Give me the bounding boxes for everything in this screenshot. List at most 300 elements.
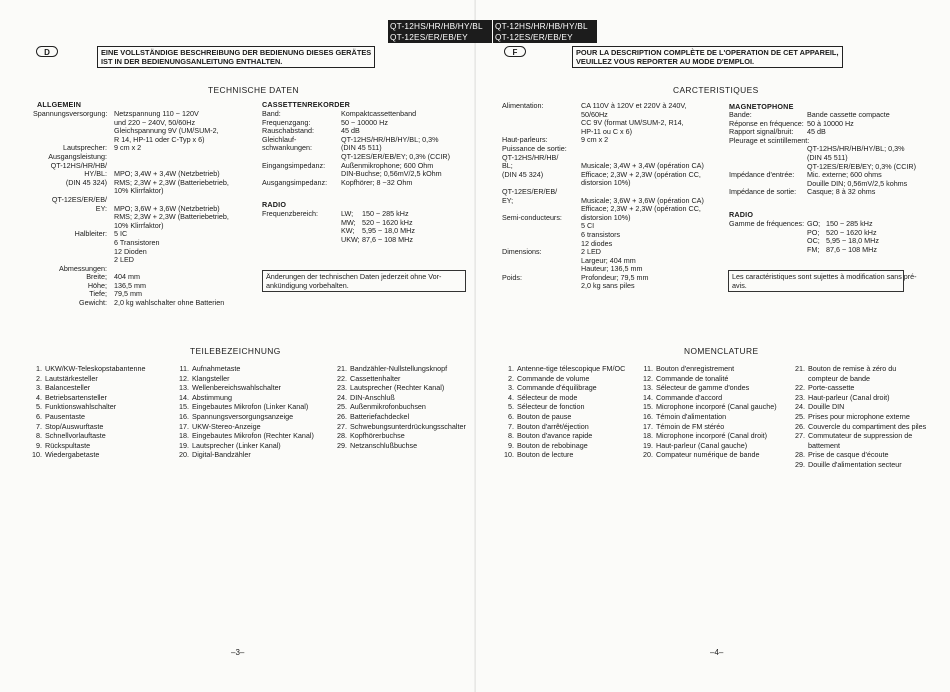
spec-label: Impédance de sortie: — [729, 187, 797, 197]
spec-value: QT-12ES/ER/EB/EY; 0,3% (CCIR) — [807, 161, 916, 171]
spec-label: Semi-conducteurs: — [502, 212, 562, 222]
de-radio-values — [362, 210, 415, 244]
part-list-item — [640, 431, 777, 441]
model-header-left-line-1: QT-12HS/HR/HB/HY/BL — [390, 21, 483, 31]
fr-radio-label: Gamme de fréquences: — [729, 219, 805, 228]
part-list-item — [792, 402, 926, 412]
part-name: Bouton de lecture — [517, 450, 574, 460]
part-name: Microphone incorporé (Canal droit) — [656, 431, 768, 441]
part-list-item — [792, 460, 926, 470]
part-list-item — [501, 393, 625, 403]
part-number: 9. — [36, 440, 42, 450]
part-name: Stop/Auswurftaste — [45, 421, 104, 431]
part-name: Rückspultaste — [45, 440, 91, 450]
spec-value — [114, 153, 229, 162]
part-name: Antenne-tige télescopique FM/OC — [517, 364, 626, 373]
part-number: 15. — [643, 402, 653, 412]
part-list-item — [501, 441, 625, 451]
part-name: Bouton d'arrêt/éjection — [517, 421, 589, 431]
radio-band: PO; — [807, 227, 820, 237]
part-list-item — [501, 383, 625, 393]
part-number: 1. — [36, 364, 42, 373]
radio-band: MW; — [341, 217, 356, 227]
spec-value: 45 dB — [807, 127, 826, 137]
part-list-item — [176, 383, 314, 393]
spec-value: (DIN 45 511) — [341, 143, 382, 153]
spec-value: Bande cassette compacte — [807, 110, 890, 119]
part-name: Eingebautes Mikrofon (Linker Kanal) — [192, 402, 309, 412]
de-parts-title: TEILEBEZEICHNUNG — [190, 346, 281, 356]
spec-value: R 14, HP-11 oder C-Typ x 6) — [114, 134, 205, 144]
language-badge-de: D — [36, 46, 58, 57]
spec-label: Halbleiter: — [74, 229, 107, 239]
part-number: 2. — [508, 373, 514, 383]
spec-label: Gewicht: — [79, 298, 107, 308]
spec-value: Hauteur; 136,5 mm — [581, 264, 643, 274]
de-parts-col-3 — [334, 364, 466, 450]
part-number: 8. — [508, 431, 514, 441]
part-list-item — [334, 393, 466, 403]
spec-label — [502, 257, 567, 266]
spec-value: 2,0 kg sans piles — [581, 281, 635, 291]
spec-label — [33, 119, 107, 128]
part-number: 1. — [508, 364, 514, 373]
radio-range: 520 ~ 1620 kHz — [826, 227, 877, 237]
fr-change-note — [728, 270, 917, 292]
spec-value: 50/60Hz — [581, 109, 608, 119]
part-name: Wiedergabetaste — [45, 450, 100, 460]
part-number: 5. — [36, 402, 42, 412]
spec-value: HP-11 ou C x 6) — [581, 126, 632, 136]
spec-value: 79,5 mm — [114, 289, 142, 299]
model-header-right-line-2: QT-12ES/ER/EB/EY — [495, 31, 573, 42]
part-number: 19. — [179, 440, 189, 450]
part-list-item — [176, 441, 314, 451]
model-header-left-line-2: QT-12ES/ER/EB/EY — [390, 31, 468, 42]
spec-label: Rauschabstand: — [262, 126, 314, 136]
part-number: 2. — [36, 373, 42, 383]
spec-value: Efficace; 2,3W + 2,3W (opération CC, — [581, 204, 701, 214]
part-list-item — [334, 383, 466, 393]
spec-value: Douille DIN; 0,56mV/2,5 kohms — [807, 178, 908, 188]
spec-value: 2,0 kg wahlschalter ohne Batterien — [114, 298, 225, 308]
de-tech-title: TECHNISCHE DATEN — [208, 85, 299, 95]
part-name: Sélecteur de mode — [517, 392, 578, 402]
part-list-item — [792, 450, 926, 460]
part-name: UKW-Stereo-Anzeige — [192, 421, 261, 431]
part-list-item — [334, 364, 466, 374]
spec-label: QT-12HS/HR/HB/ — [50, 160, 107, 170]
part-number: 4. — [36, 392, 42, 402]
part-name: Prises pour microphone externe — [808, 411, 910, 421]
part-number: 22. — [795, 383, 805, 393]
fr-tech-title: CARCTERISTIQUES — [673, 85, 759, 95]
part-number: 13. — [179, 383, 189, 393]
part-list-item — [29, 441, 146, 451]
spec-value: Gleichspannung 9V (UM/SUM-2, — [114, 126, 219, 136]
spec-value: Kompaktcassettenband — [341, 109, 417, 118]
spec-label: Réponse en fréquence: — [729, 118, 804, 128]
part-list-item — [29, 393, 146, 403]
spec-label: Impédance d'entrée: — [729, 170, 795, 180]
spec-value: Casque; 8 à 32 ohms — [807, 187, 876, 197]
part-number: 27. — [795, 431, 805, 441]
part-list-item — [792, 364, 926, 374]
part-list-item — [29, 402, 146, 412]
fr-parts-col-2 — [640, 364, 777, 460]
spec-value: 5 IC — [114, 229, 128, 239]
part-list-item — [176, 431, 314, 441]
part-name: Haut-parleur (Canal gauche) — [656, 440, 748, 450]
part-list-item — [334, 374, 466, 384]
part-list-item — [334, 422, 466, 432]
part-name: Spannungsversorgungsanzeige — [192, 411, 294, 421]
part-number: 21. — [337, 364, 347, 373]
spec-label: Abmessungen: — [59, 263, 107, 273]
de-change-note — [262, 270, 466, 292]
fr-mag-title: MAGNETOPHONE — [729, 102, 794, 111]
spec-value: Musicale; 3,6W + 3,6W (opération CA) — [581, 195, 704, 205]
part-list-item — [640, 412, 777, 422]
spec-value: Profondeur; 79,5 mm — [581, 272, 649, 282]
part-number: 14. — [179, 392, 189, 402]
part-number: 10. — [504, 450, 514, 460]
de-radio-bands — [341, 210, 360, 244]
part-number: 11. — [179, 364, 189, 373]
de-parts-col-1 — [29, 364, 146, 460]
spec-value: 404 mm — [114, 272, 140, 282]
spec-value: distorsion 10%) — [581, 212, 631, 222]
spec-label: Lautsprecher: — [63, 143, 107, 153]
de-general-title: ALLGEMEIN — [37, 100, 82, 109]
part-name: Pausentaste — [45, 411, 85, 421]
spec-label: Eingangsimpedanz: — [262, 160, 326, 170]
part-name: Wellenbereichswahlschalter — [192, 383, 281, 393]
spec-label: Spannungsversorgung: — [33, 109, 108, 118]
part-list-item — [29, 431, 146, 441]
part-name: Bouton d'avance rapide — [517, 431, 593, 441]
spec-label: Höhe; — [87, 280, 107, 290]
de-general-values — [114, 110, 229, 308]
part-list-item — [334, 402, 466, 412]
de-cassette-title: CASSETTENREKORDER — [262, 100, 351, 109]
radio-band: LW; — [341, 209, 354, 218]
part-number: 12. — [179, 373, 189, 383]
spec-value: 10% Klirrfaktor) — [114, 220, 164, 230]
part-name: Eingebautes Mikrofon (Rechter Kanal) — [192, 431, 314, 441]
part-name: Aufnahmetaste — [192, 364, 241, 373]
de-radio-title: RADIO — [262, 200, 287, 209]
part-name: Bandzähler-Nullstellungsknopf — [350, 364, 448, 373]
part-number: 24. — [795, 402, 805, 412]
part-name: Batteriefachdeckel — [350, 411, 410, 421]
part-name: Lautstärkesteller — [45, 373, 98, 383]
part-number: 25. — [337, 402, 347, 412]
spec-value: 9 cm x 2 — [581, 135, 609, 145]
spec-label: (DIN 45 324) — [65, 177, 107, 187]
de-note-line-2: ankündigung vorbehalten. — [266, 281, 349, 290]
part-number: 12. — [643, 373, 653, 383]
part-number: 20. — [179, 450, 189, 460]
spec-value: DIN-Buchse; 0,56mV/2,5 kOhm — [341, 169, 442, 179]
spec-label — [33, 127, 107, 136]
spec-label: HY/BL: — [84, 169, 107, 179]
radio-range: 5,95 ~ 18,0 MHz — [826, 236, 879, 246]
spec-label: Tiefe; — [89, 289, 107, 299]
spec-value — [581, 145, 704, 154]
spec-value: distorsion 10%) — [581, 178, 631, 188]
radio-range: 150 ~ 285 kHz — [362, 209, 409, 218]
part-number: 16. — [179, 411, 189, 421]
part-list-item — [334, 412, 466, 422]
part-number: 11. — [643, 364, 653, 373]
fr-page-number: –4– — [710, 648, 724, 657]
part-name: Commande d'équilibrage — [517, 383, 597, 393]
radio-range: 150 ~ 285 kHz — [826, 219, 873, 228]
spec-label — [502, 119, 567, 128]
spec-label: BL; — [502, 161, 513, 171]
part-list-item — [176, 374, 314, 384]
spec-value: QT-12HS/HR/HB/HY/BL; 0,3% — [807, 144, 905, 154]
spec-value: Efficace; 2,3W + 2,3W (opération CC, — [581, 169, 701, 179]
part-name: Schwebungsunterdrückungsschalter — [350, 421, 466, 431]
fr-note-line-2: avis. — [732, 281, 747, 290]
fr-notice-line-2: VEUILLEZ VOUS REPORTER AU MODE D'EMPLOI. — [576, 57, 755, 66]
spec-label: Ausgangsimpedanz: — [262, 177, 328, 187]
fr-parts-col-1 — [501, 364, 625, 460]
fr-mag-values — [807, 111, 916, 197]
spec-label: EY; — [502, 195, 514, 205]
part-list-item — [792, 383, 926, 393]
part-list-item — [176, 422, 314, 432]
part-number: 3. — [508, 383, 514, 393]
part-list-item — [501, 450, 625, 460]
part-name: Betriebsartensteller — [45, 392, 107, 402]
spec-label — [33, 248, 107, 257]
part-list-item: compteur de bande — [808, 373, 870, 383]
spec-value: QT-12HS/HR/HB/HY/BL; 0,3% — [341, 134, 439, 144]
part-name: Netzanschlußbuchse — [350, 440, 418, 450]
part-list-item — [29, 383, 146, 393]
spec-label — [502, 231, 567, 240]
part-name: Sélecteur de fonction — [517, 402, 585, 412]
part-name: Bouton de remise à zéro du — [808, 364, 897, 373]
part-name: Témoin d'alimentation — [656, 411, 727, 421]
fr-general-labels — [502, 102, 567, 282]
spec-value: 2 LED — [581, 247, 601, 257]
spec-value: 9 cm x 2 — [114, 143, 142, 153]
part-name: Sélecteur de gamme d'ondes — [656, 383, 750, 393]
spec-label: Haut-parleurs: — [502, 135, 548, 145]
radio-band: FM; — [807, 244, 820, 254]
part-number: 15. — [179, 402, 189, 412]
de-page-number: –3– — [231, 648, 245, 657]
part-number: 26. — [795, 421, 805, 431]
part-list-item — [29, 364, 146, 374]
part-number: 17. — [179, 421, 189, 431]
fr-notice-box — [572, 46, 843, 68]
part-list-item — [501, 431, 625, 441]
spec-label: Band: — [262, 109, 281, 118]
part-number: 20. — [643, 450, 653, 460]
part-list-item — [176, 364, 314, 374]
part-number: 29. — [795, 459, 805, 469]
spec-value: QT-12ES/ER/EB/EY; 0,3% (CCIR) — [341, 151, 450, 161]
de-notice-line-1: EINE VOLLSTÄNDIGE BESCHREIBUNG DER BEDIENUNG DIESES GERÄTES — [101, 48, 372, 57]
spec-label — [729, 154, 809, 163]
radio-range: 87,6 ~ 108 MHz — [826, 244, 877, 254]
spec-label: EY: — [95, 203, 107, 213]
de-parts-col-2 — [176, 364, 314, 460]
part-name: Douille d'alimentation secteur — [808, 459, 902, 469]
part-name: Compateur numérique de bande — [656, 450, 760, 460]
part-name: Porte-cassette — [808, 383, 855, 393]
part-number: 27. — [337, 421, 347, 431]
spec-value: 136,5 mm — [114, 280, 146, 290]
part-number: 7. — [36, 421, 42, 431]
part-list-item — [640, 393, 777, 403]
spec-value: RMS; 2,3W + 2,3W (Batteriebetrieb, — [114, 212, 229, 222]
spec-value: Kopfhörer; 8 ~32 Ohm — [341, 177, 413, 187]
spec-label: (DIN 45 324) — [502, 169, 544, 179]
part-number: 3. — [36, 383, 42, 393]
part-list-item — [640, 450, 777, 460]
spec-value: 5 CI — [581, 221, 595, 231]
radio-band: OC; — [807, 236, 820, 246]
part-list-item — [792, 422, 926, 432]
de-notice-line-2: IST IN DER BEDIENUNGSANLEITUNG ENTHALTEN. — [101, 57, 283, 66]
part-number: 28. — [795, 450, 805, 460]
de-radio-label: Frequenzbereich: — [262, 209, 318, 218]
model-header-left — [388, 20, 492, 43]
spec-label: Breite; — [86, 272, 107, 282]
part-list-item — [176, 412, 314, 422]
part-name: Balancesteller — [45, 383, 91, 393]
spec-label — [502, 111, 567, 120]
fr-radio-title: RADIO — [729, 210, 754, 219]
fr-parts-col-3 — [792, 364, 926, 470]
spec-label: QT-12ES/ER/EB/ — [502, 186, 558, 196]
part-number: 25. — [795, 411, 805, 421]
part-number: 14. — [643, 392, 653, 402]
spec-label: QT-12ES/ER/EB/ — [51, 194, 107, 204]
part-number: 17. — [643, 421, 653, 431]
part-name: Commande de volume — [517, 373, 590, 383]
part-name: Außenmikrofonbuchsen — [350, 402, 426, 412]
model-header-right-line-1: QT-12HS/HR/HB/HY/BL — [495, 21, 588, 31]
part-list-item — [792, 393, 926, 403]
part-list-item — [334, 431, 466, 441]
part-name: Douille DIN — [808, 402, 845, 412]
part-name: Bouton de pause — [517, 411, 572, 421]
spec-value: und 220 ~ 240V, 50/60Hz — [114, 117, 196, 127]
part-list-item — [640, 402, 777, 412]
fr-note-line-1: Les caractéristiques sont sujettes à modification sans pré- — [732, 272, 917, 281]
spec-value: MPO; 3,4W + 3,4W (Netzbetrieb) — [114, 169, 220, 179]
part-name: Bouton de rebobinage — [517, 440, 588, 450]
part-list-item: battement — [808, 440, 840, 450]
radio-band: KW; — [341, 226, 355, 236]
model-header-right — [493, 20, 597, 43]
part-list-item — [29, 450, 146, 460]
part-number: 26. — [337, 411, 347, 421]
part-number: 9. — [508, 440, 514, 450]
part-name: Prise de casque d'écoute — [808, 450, 889, 460]
spec-value: CA 110V à 120V et 220V à 240V, — [581, 101, 687, 110]
part-name: Cassettenhalter — [350, 373, 401, 383]
part-number: 23. — [795, 392, 805, 402]
part-name: Commutateur de suppression de — [808, 431, 913, 441]
part-list-item — [501, 374, 625, 384]
part-name: Digital-Bandzähler — [192, 450, 251, 460]
spec-value: MPO; 3,6W + 3,6W (Netzbetrieb) — [114, 203, 220, 213]
part-number: 18. — [179, 431, 189, 441]
part-number: 8. — [36, 431, 42, 441]
part-list-item — [176, 393, 314, 403]
part-list-item — [501, 364, 625, 374]
spec-value: 6 transistors — [581, 229, 621, 239]
part-number: 6. — [36, 411, 42, 421]
spec-value: Musicale; 3,4W + 3,4W (opération CA) — [581, 161, 704, 171]
radio-band: GO; — [807, 219, 821, 228]
de-cassette-labels — [262, 110, 327, 187]
part-number: 23. — [337, 383, 347, 393]
part-list-item — [792, 412, 926, 422]
de-note-line-1: Änderungen der technischen Daten jederzeit ohne Vor- — [266, 272, 442, 281]
part-name: Couvercle du compartiment des piles — [808, 421, 927, 431]
radio-range: 520 ~ 1620 kHz — [362, 217, 413, 227]
page-gutter — [474, 0, 476, 692]
de-general-labels — [33, 110, 107, 308]
part-list-item — [501, 422, 625, 432]
fr-radio-bands — [807, 220, 820, 254]
part-list-item — [501, 412, 625, 422]
spec-value: Mic. externe; 600 ohms — [807, 170, 882, 180]
de-cassette-values — [341, 110, 450, 187]
fr-notice-line-1: POUR LA DESCRIPTION COMPLÈTE DE L'OPERATION DE CET APPAREIL, — [576, 48, 839, 57]
spec-label — [33, 239, 107, 248]
language-badge-fr: F — [504, 46, 526, 57]
part-list-item — [640, 364, 777, 374]
spec-label: Rapport signal/bruit: — [729, 127, 794, 137]
spec-value: 50 ~ 10000 Hz — [341, 117, 388, 127]
spec-value: 12 diodes — [581, 238, 613, 248]
fr-mag-labels — [729, 111, 809, 197]
part-number: 6. — [508, 411, 514, 421]
part-number: 28. — [337, 431, 347, 441]
part-list-item — [501, 402, 625, 412]
part-number: 24. — [337, 392, 347, 402]
part-name: Commande de tonalité — [656, 373, 729, 383]
spec-label — [729, 145, 809, 154]
part-name: Kopfhörerbuchse — [350, 431, 405, 441]
spec-label: Gleichlauf- — [262, 134, 297, 144]
part-number: 19. — [643, 440, 653, 450]
part-number: 10. — [32, 450, 42, 460]
part-list-item — [176, 450, 314, 460]
part-number: 5. — [508, 402, 514, 412]
part-name: Klangsteller — [192, 373, 230, 383]
spec-label: Alimentation: — [502, 101, 544, 110]
spec-label: Dimensions: — [502, 247, 542, 257]
spec-value: 10% Klirrfaktor) — [114, 186, 164, 196]
spec-value: Außenmikrophone; 600 Ohm — [341, 160, 434, 170]
part-number: 7. — [508, 421, 514, 431]
part-list-item — [640, 374, 777, 384]
part-number: 29. — [337, 440, 347, 450]
part-name: Abstimmung — [192, 392, 232, 402]
part-name: Funktionswahlschalter — [45, 402, 117, 412]
